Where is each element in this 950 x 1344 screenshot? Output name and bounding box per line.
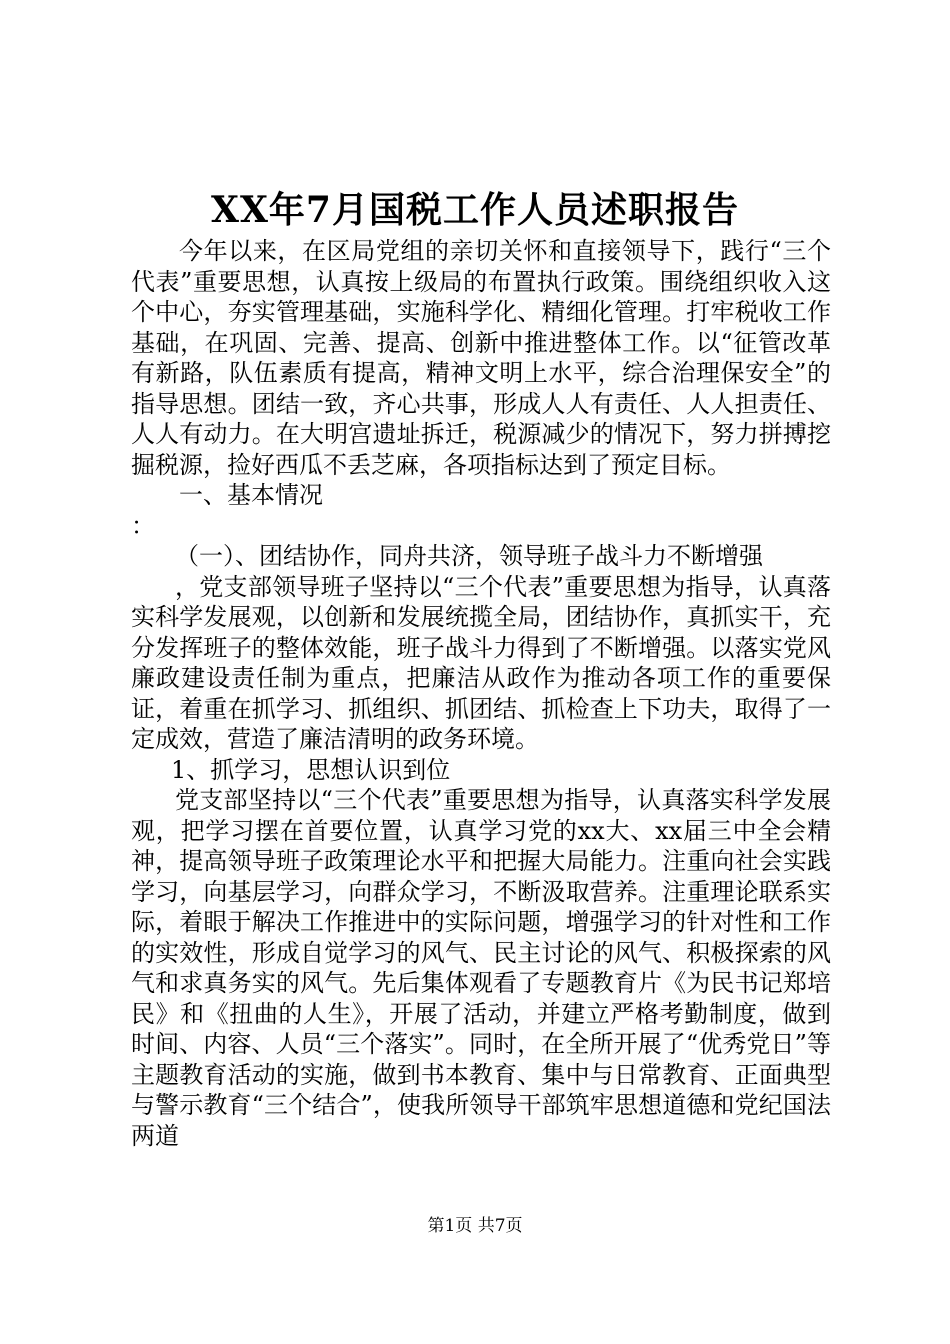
document-body xyxy=(131,236,831,1151)
subsection-heading-1: （一）、团结协作，同舟共济，领导班子战斗力不断增强 xyxy=(175,542,763,570)
intro-paragraph: 今年以来，在区局党组的亲切关怀和直接领导下，践行“三个代表”重要思想，认真按上级局的布置执行政策。围绕组织收入这个中心，夯实管理基础，实施科学化、精细化管理。打牢税收工作基础，在巩固、完善、提高、创新中推进整体工作。以“征管改革有新路，队伍素质有提高，精神文明上水平，综合治理保安全”的指导思想。团结一致，齐心共事，形成人人有责任、人人担责任、人人有动力。在大明宫遗址拆迁，税源减少的情况下，努力拼搏挖掘税源，捡好西瓜不丢芝麻，各项指标达到了预定目标。 xyxy=(131,237,831,479)
item-heading-1: 1、抓学习，思想认识到位 xyxy=(171,755,451,784)
page-footer: 第1页 共7页 xyxy=(427,1216,523,1236)
section-heading-basic: 一、基本情况 xyxy=(179,481,323,509)
item-paragraph-1: 党支部坚持以“三个代表”重要思想为指导，认真落实科学发展观，把学习摆在首要位置，认真学习党的xx大、xx届三中全会精神，提高领导班子政策理论水平和把握大局能力。注重向社会实践学习，向基层学习，向群众学习，不断汲取营养。注重理论联系实际，着眼于解决工作推进中的实际问题，增强学习的针对性和工作的实效性，形成自觉学习的风气、民主讨论的风气、积极探索的风气和求真务实的风气。先后集体观看了专题教育片《为民书记郑培民》和《扭曲的人生》，开展了活动，并建立严格考勤制度，做到时间、内容、人员“三个落实”。同时，在全所开展了“优秀党日”等主题教育活动的实施，做到书本教育、集中与日常教育、正面典型与警示教育“三个结合”，使我所领导干部筑牢思想道德和党纪国法两道 xyxy=(131,786,831,1150)
subsection-paragraph-1: ，党支部领导班子坚持以“三个代表”重要思想为指导，认真落实科学发展观，以创新和发展统揽全局，团结协作，真抓实干，充分发挥班子的整体效能，班子战斗力得到了不断增强。以落实党风廉政建设责任制为重点，把廉洁从政作为推动各项工作的重要保证，着重在抓学习、抓组织、抓团结、抓检查上下功夫，取得了一定成效，营造了廉洁清明的政务环境。 xyxy=(131,572,831,753)
document-title: XX年7月国税工作人员述职报告 xyxy=(211,189,739,231)
colon-line: ： xyxy=(131,511,155,540)
